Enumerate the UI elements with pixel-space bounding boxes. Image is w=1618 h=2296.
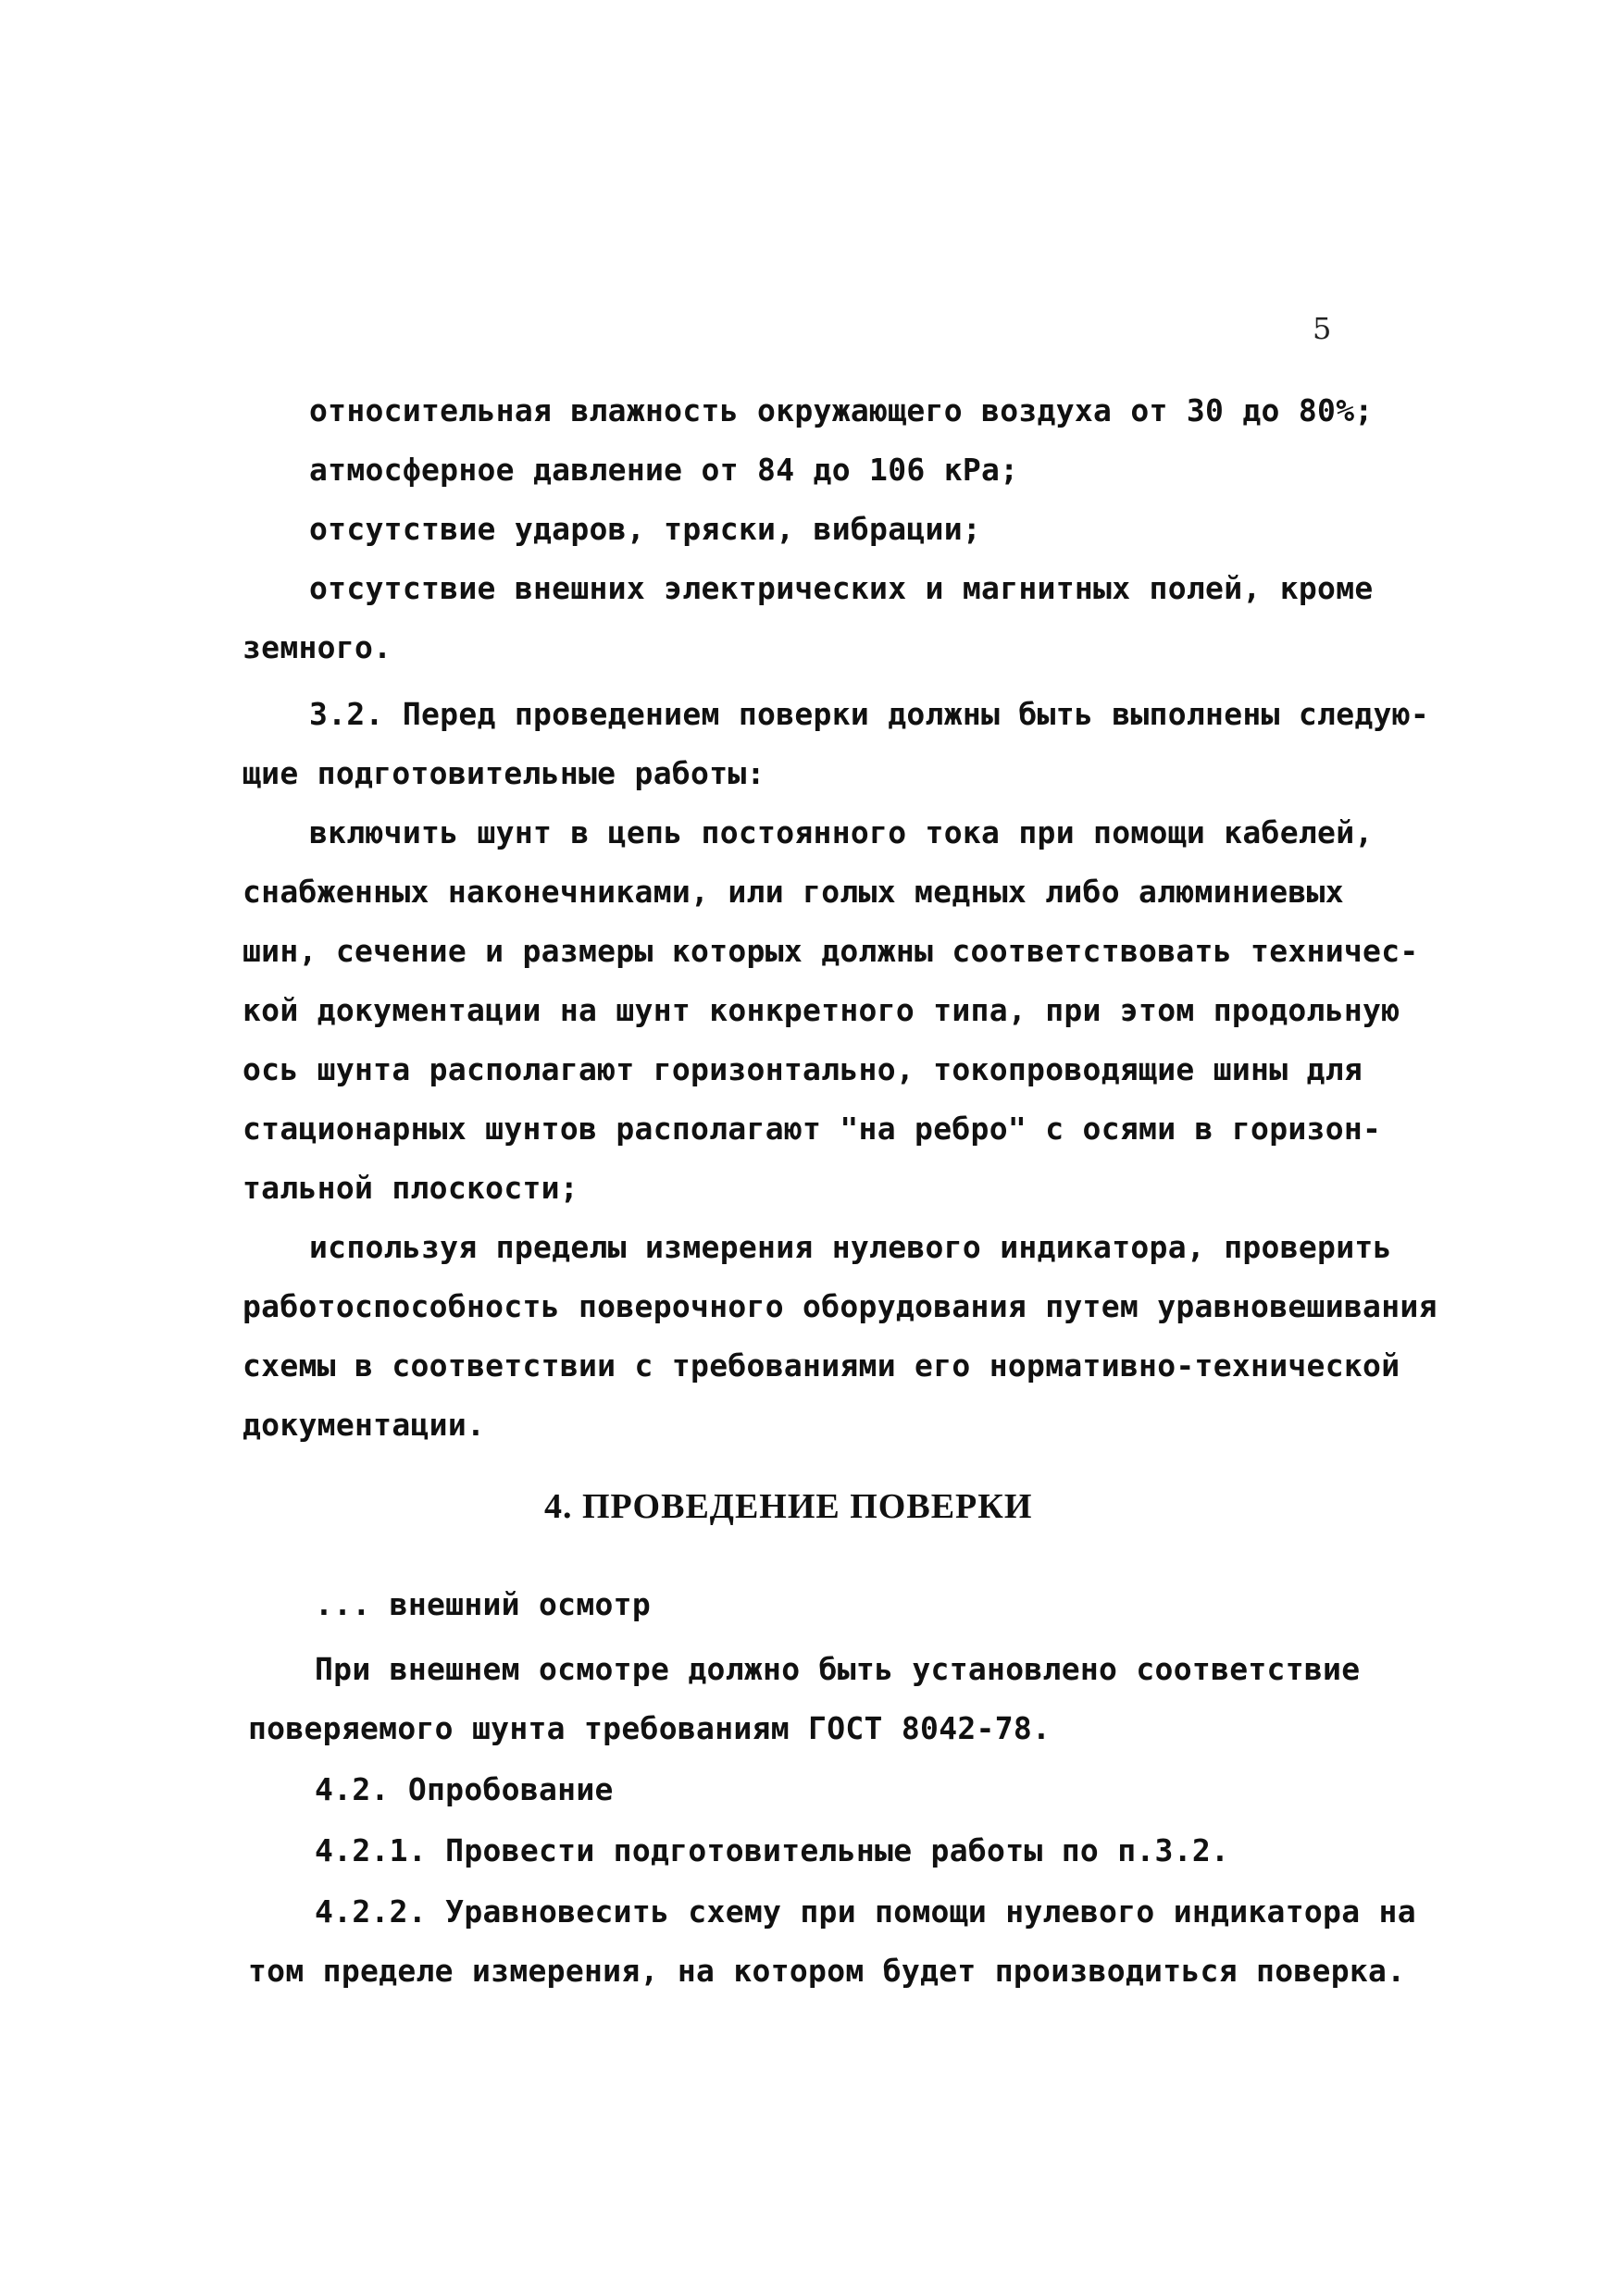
text-line: щие подготовительные работы:: [243, 755, 765, 791]
paragraph-3-2-start: 3.2. Перед проведением поверки должны быть выполнены следую-: [309, 696, 1430, 732]
text-line: снабженных наконечниками, или голых медных либо алюминиевых: [243, 874, 1344, 910]
text-line: ось шунта располагают горизонтально, токопроводящие шины для: [243, 1051, 1363, 1087]
text-line: земного.: [243, 629, 392, 665]
text-line: 4.2.2. Уравновесить схему при помощи нулевого индикатора на: [315, 1893, 1416, 1930]
text-line: поверяемого шунта требованиям ГОСТ 8042-78.: [248, 1710, 1052, 1746]
text-line: отсутствие ударов, тряски, вибрации;: [309, 511, 982, 547]
text-line: используя пределы измерения нулевого индикатора, проверить: [309, 1229, 1392, 1265]
text-line: том пределе измерения, на котором будет производиться поверка.: [248, 1953, 1406, 1989]
subsection-4-2-title: 4.2. Опробование: [315, 1771, 614, 1807]
text-line: кой документации на шунт конкретного типа, при этом продольную: [243, 992, 1400, 1028]
text-line: относительная влажность окружающего воздуха от 30 до 80%;: [309, 392, 1374, 428]
text-line: включить шунт в цепь постоянного тока при помощи кабелей,: [309, 814, 1374, 850]
section-heading: 4. ПРОВЕДЕНИЕ ПОВЕРКИ: [544, 1487, 1033, 1526]
text-line: документации.: [243, 1407, 486, 1443]
text-line: отсутствие внешних электрических и магнитных полей, кроме: [309, 570, 1374, 606]
text-line: стационарных шунтов располагают "на ребро" с осями в горизон-: [243, 1111, 1382, 1147]
text-line: схемы в соответствии с требованиями его нормативно-технической: [243, 1347, 1400, 1384]
subsection-4-1-title: ... внешний осмотр: [315, 1586, 652, 1622]
text-line: работоспособность поверочного оборудования путем уравновешивания: [243, 1288, 1438, 1324]
text-line: При внешнем осмотре должно быть установлено соответствие: [315, 1651, 1361, 1687]
text-line: шин, сечение и размеры которых должны соответствовать техничес-: [243, 933, 1419, 969]
text-line: тальной плоскости;: [243, 1170, 579, 1206]
text-line: 4.2.1. Провести подготовительные работы по п.3.2.: [315, 1832, 1230, 1868]
page-number: 5: [1313, 311, 1332, 346]
text-line: атмосферное давление от 84 до 106 кРа;: [309, 452, 1019, 488]
